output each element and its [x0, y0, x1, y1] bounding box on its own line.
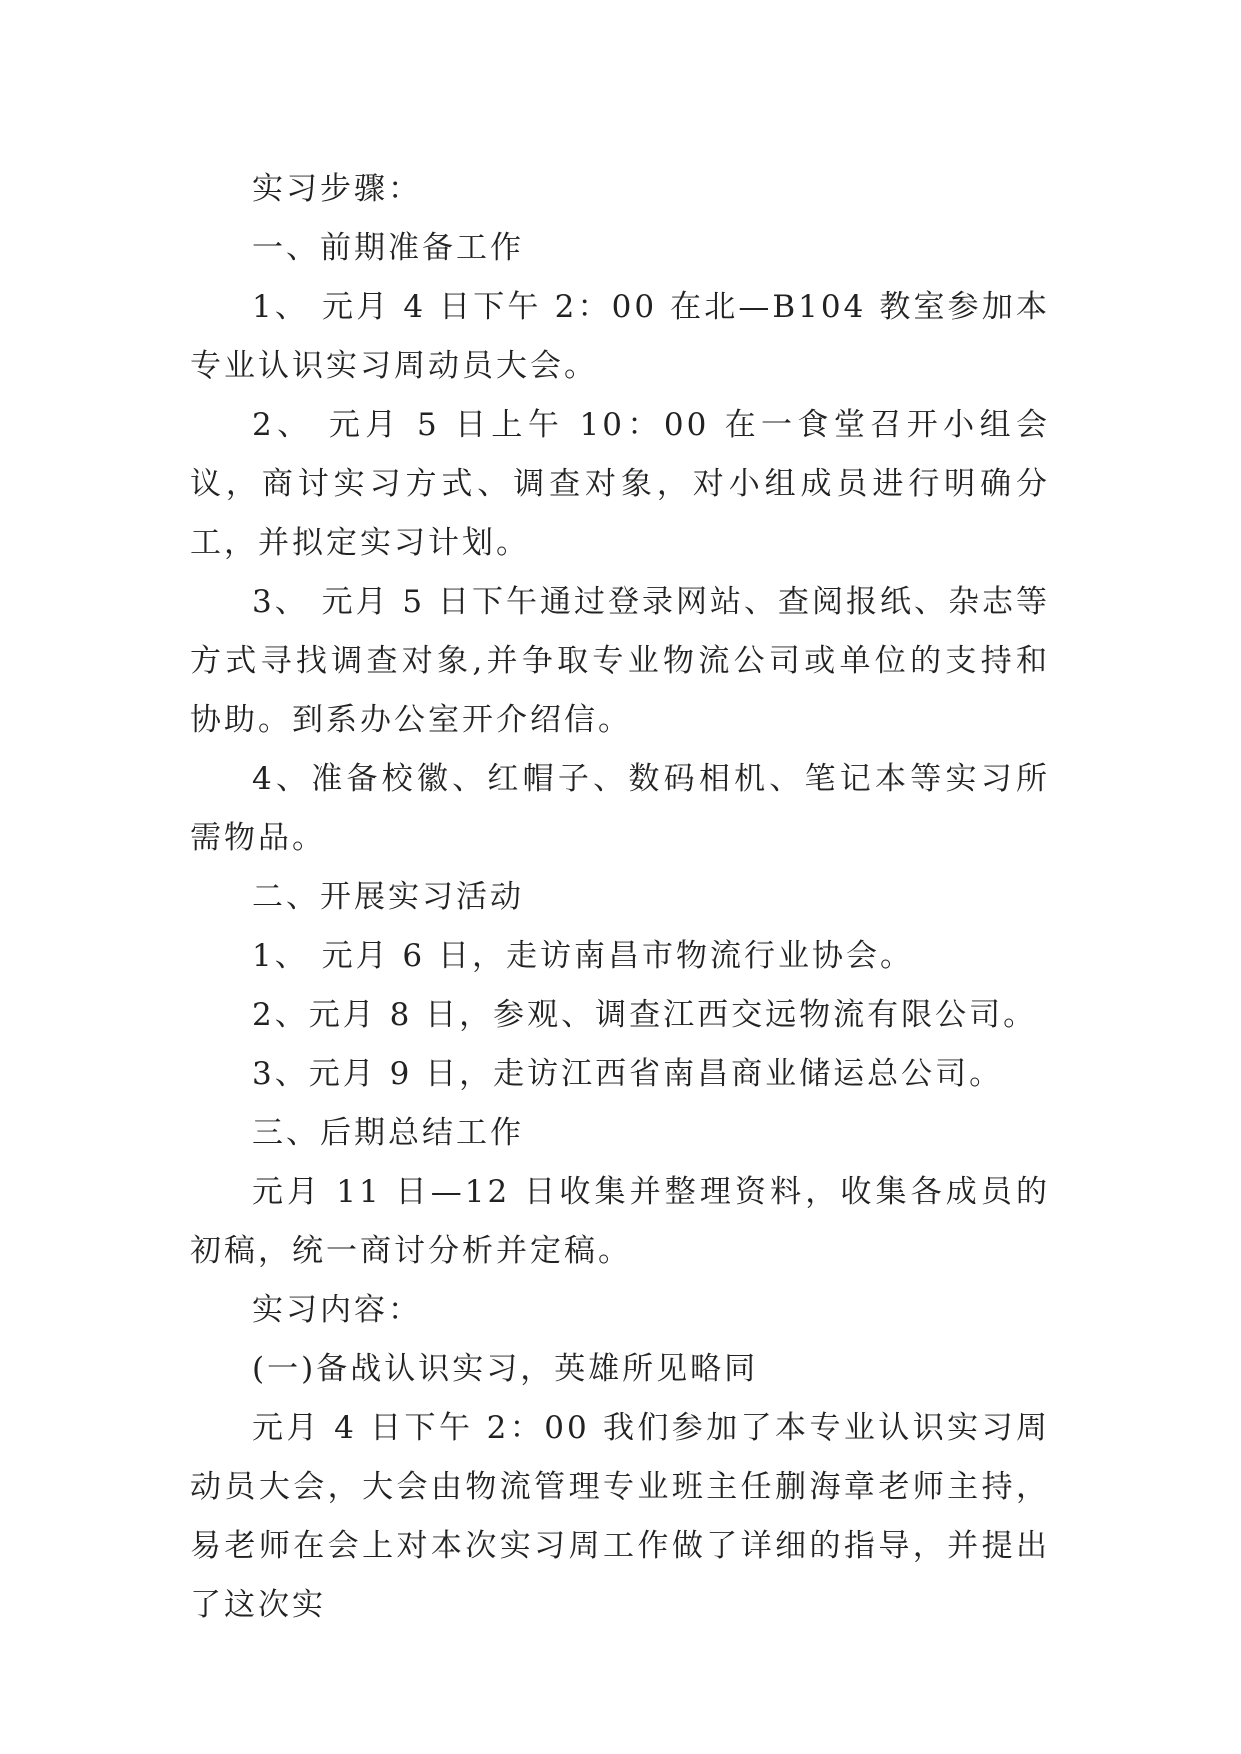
paragraph: 4、准备校徽、红帽子、数码相机、笔记本等实习所需物品。 — [190, 761, 1050, 856]
paragraph: 元月 11 日—12 日收集并整理资料，收集各成员的初稿，统一商讨分析并定稿。 — [190, 1174, 1050, 1269]
paragraph: 2、 元月 5 日上午 10：00 在一食堂召开小组会议，商讨实习方式、调查对象，对小组成员进行明确分工，并拟定实习计划。 — [190, 407, 1050, 561]
heading-internship-content: 实习内容： — [252, 1292, 422, 1328]
section-heading-activities: 二、开展实习活动 — [252, 879, 524, 915]
heading-internship-steps: 实习步骤： — [252, 171, 422, 207]
section-heading-preparation: 一、前期准备工作 — [252, 230, 524, 266]
paragraph: 1、 元月 6 日，走访南昌市物流行业协会。 — [252, 938, 915, 974]
paragraph: 3、元月 9 日，走访江西省南昌商业储运总公司。 — [252, 1056, 1004, 1092]
document-body — [190, 160, 1050, 1635]
paragraph: 元月 4 日下午 2：00 我们参加了本专业认识实习周动员大会，大会由物流管理专业班主任蒯海章老师主持，易老师在会上对本次实习周工作做了详细的指导，并提出了这次实 — [190, 1410, 1050, 1623]
section-heading-summary: 三、后期总结工作 — [252, 1115, 524, 1151]
paragraph: 3、 元月 5 日下午通过登录网站、查阅报纸、杂志等方式寻找调查对象,并争取专业物流公司或单位的支持和协助。到系办公室开介绍信。 — [190, 584, 1051, 738]
paragraph: 1、 元月 4 日下午 2：00 在北—B104 教室参加本专业认识实习周动员大会。 — [190, 289, 1050, 384]
subheading: (一)备战认识实习，英雄所见略同 — [252, 1351, 759, 1387]
paragraph: 2、元月 8 日，参观、调查江西交远物流有限公司。 — [252, 997, 1038, 1033]
